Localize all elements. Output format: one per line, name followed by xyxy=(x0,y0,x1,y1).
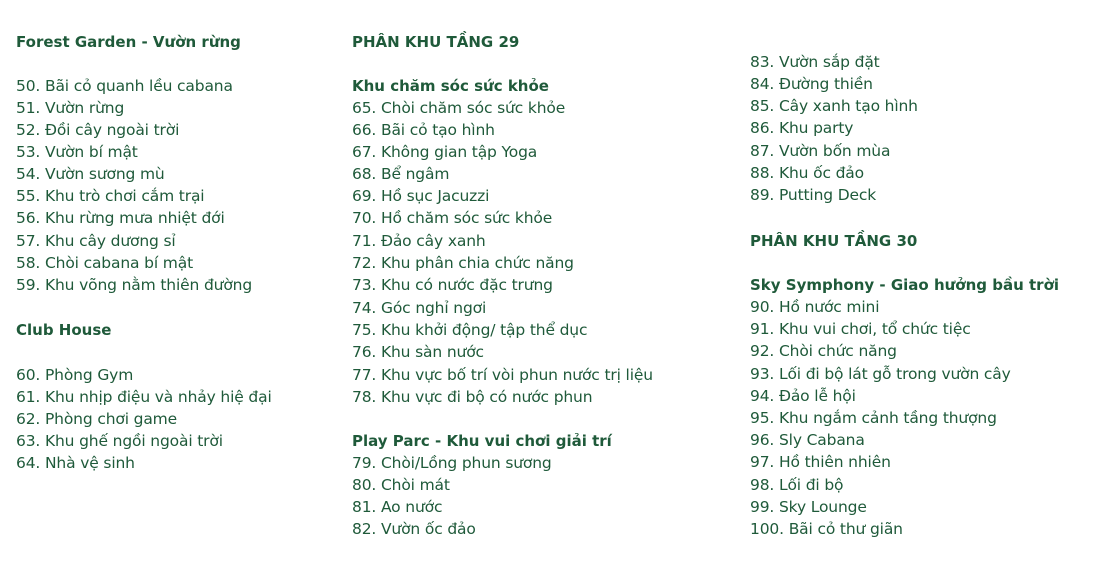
list-item: 61. Khu nhịp điệu và nhảy hiệ đại xyxy=(16,388,272,406)
list-item: 77. Khu vực bố trí vòi phun nước trị liệu xyxy=(352,366,653,384)
list-item: 57. Khu cây dương sỉ xyxy=(16,232,176,250)
list-item: 69. Hồ sục Jacuzzi xyxy=(352,187,490,205)
list-item: 75. Khu khởi động/ tập thể dục xyxy=(352,321,588,339)
list-item: 88. Khu ốc đảo xyxy=(750,164,864,182)
list-item: 90. Hồ nước mini xyxy=(750,298,880,316)
list-item: 72. Khu phân chia chức năng xyxy=(352,254,574,272)
section-title-forest-garden: Forest Garden - Vườn rừng xyxy=(16,33,241,51)
list-item: 85. Cây xanh tạo hình xyxy=(750,97,918,115)
list-item: 98. Lối đi bộ xyxy=(750,476,844,494)
list-item: 87. Vườn bốn mùa xyxy=(750,142,891,160)
list-item: 71. Đảo cây xanh xyxy=(352,232,486,250)
section-title-club-house: Club House xyxy=(16,321,112,339)
list-item: 51. Vườn rừng xyxy=(16,99,125,117)
list-item: 55. Khu trò chơi cắm trại xyxy=(16,187,205,205)
list-item: 81. Ao nước xyxy=(352,498,443,516)
list-item: 67. Không gian tập Yoga xyxy=(352,143,538,161)
list-item: 89. Putting Deck xyxy=(750,186,877,204)
list-item: 53. Vườn bí mật xyxy=(16,143,138,161)
list-item: 76. Khu sàn nước xyxy=(352,343,484,361)
list-item: 68. Bể ngâm xyxy=(352,165,450,183)
list-item: 97. Hồ thiên nhiên xyxy=(750,453,891,471)
list-item: 93. Lối đi bộ lát gỗ trong vườn cây xyxy=(750,365,1011,383)
section-title-play-parc: Play Parc - Khu vui chơi giải trí xyxy=(352,432,612,450)
list-item: 83. Vườn sắp đặt xyxy=(750,53,880,71)
list-item: 74. Góc nghỉ ngơi xyxy=(352,299,487,317)
list-item: 60. Phòng Gym xyxy=(16,366,134,384)
list-item: 50. Bãi cỏ quanh lều cabana xyxy=(16,77,233,95)
list-item: 73. Khu có nước đặc trưng xyxy=(352,276,553,294)
section-title-sky-symphony: Sky Symphony - Giao hưởng bầu trời xyxy=(750,276,1060,294)
list-item: 64. Nhà vệ sinh xyxy=(16,454,135,472)
list-item: 96. Sly Cabana xyxy=(750,431,865,449)
list-item: 91. Khu vui chơi, tổ chức tiệc xyxy=(750,320,971,338)
list-item: 70. Hồ chăm sóc sức khỏe xyxy=(352,209,553,227)
list-item: 52. Đồi cây ngoài trời xyxy=(16,121,180,139)
list-item: 65. Chòi chăm sóc sức khỏe xyxy=(352,99,566,117)
list-item: 100. Bãi cỏ thư giãn xyxy=(750,520,903,538)
list-item: 59. Khu võng nằm thiên đường xyxy=(16,276,253,294)
list-item: 99. Sky Lounge xyxy=(750,498,867,516)
list-item: 86. Khu party xyxy=(750,119,854,137)
list-item: 94. Đảo lễ hội xyxy=(750,387,856,405)
list-item: 82. Vườn ốc đảo xyxy=(352,520,476,538)
list-item: 58. Chòi cabana bí mật xyxy=(16,254,193,272)
zone-title-floor-30: PHÂN KHU TẦNG 30 xyxy=(750,232,918,250)
list-item: 56. Khu rừng mưa nhiệt đới xyxy=(16,209,225,227)
list-item: 78. Khu vực đi bộ có nước phun xyxy=(352,388,593,406)
list-item: 54. Vườn sương mù xyxy=(16,165,165,183)
list-item: 63. Khu ghế ngồi ngoài trời xyxy=(16,432,223,450)
zone-title-floor-29: PHÂN KHU TẦNG 29 xyxy=(352,33,520,51)
list-item: 80. Chòi mát xyxy=(352,476,450,494)
section-title-wellness: Khu chăm sóc sức khỏe xyxy=(352,77,549,95)
list-item: 79. Chòi/Lồng phun sương xyxy=(352,454,552,472)
list-item: 95. Khu ngắm cảnh tầng thượng xyxy=(750,409,997,427)
list-item: 84. Đường thiền xyxy=(750,75,873,93)
list-item: 92. Chòi chức năng xyxy=(750,342,897,360)
list-item: 62. Phòng chơi game xyxy=(16,410,178,428)
list-item: 66. Bãi cỏ tạo hình xyxy=(352,121,495,139)
